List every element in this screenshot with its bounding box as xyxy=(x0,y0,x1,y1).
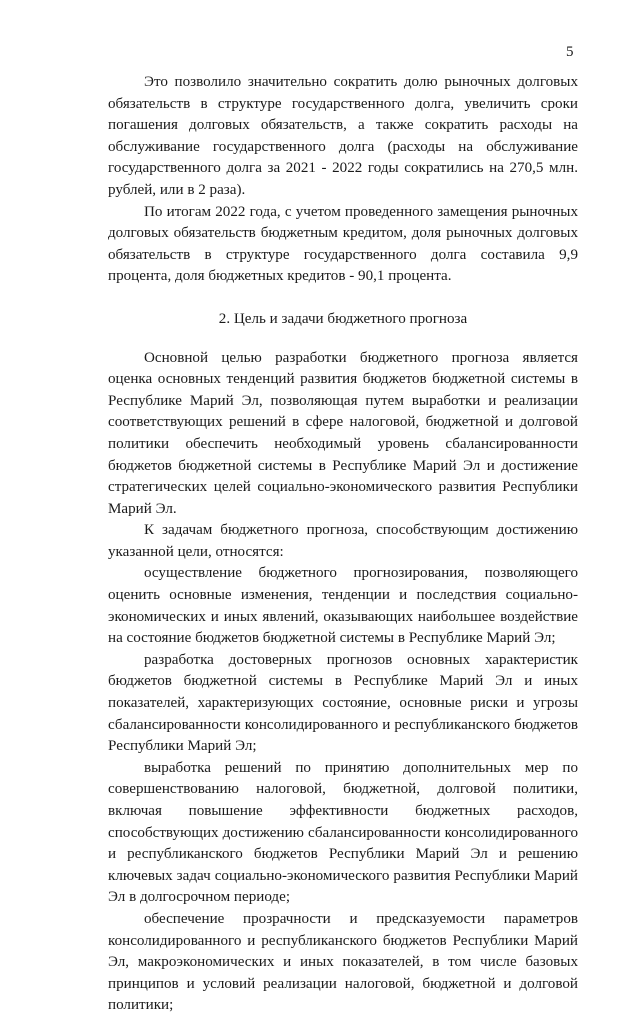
document-body xyxy=(108,72,578,1017)
paragraph-2022-results: По итогам 2022 года, с учетом проведенного замещения рыночных долговых обязательств бюджетным кредитом, доля рыночных долговых обязательств в структуре государственного долга составила 9,9 процента, доля бюджетных кредитов - 90,1 процента. xyxy=(108,203,578,285)
paragraph-debt-share-reduction: Это позволило значительно сократить долю рыночных долговых обязательств в структуре государственного долга, увеличить сроки погашения долговых обязательств, а также сократить расходы на обслуживание государственного долга (расходы на обслуживание государственного долга за 2021 - 2022 годы сократились на 270,5 млн. рублей, или в 2 раза). xyxy=(108,74,578,198)
page-number: 5 xyxy=(566,44,574,60)
list-item-reliable-forecasts: разработка достоверных прогнозов основных характеристик бюджетов бюджетной системы в Республике Марий Эл и иных показателей, характеризующих состояние, основные риски и угрозы сбалансированности консолидированного и республиканского бюджетов Республики Марий Эл; xyxy=(108,651,578,755)
list-item-transparency: обеспечение прозрачности и предсказуемости параметров консолидированного и республиканского бюджетов Республики Марий Эл, макроэкономических и иных показателей, в том числе базовых принципов и условий реализации налоговой, бюджетной и долговой политики; xyxy=(108,910,578,1014)
list-item-policy-measures: выработка решений по принятию дополнительных мер по совершенствованию налоговой, бюджетной, долговой политики, включая повышение эффективности бюджетных расходов, способствующих достижению сбалансированности консолидированного и республиканского бюджетов Республики Марий Эл и решению ключевых задач социально-экономического развития Республики Марий Эл в долгосрочном периоде; xyxy=(108,759,578,906)
list-item-forecasting: осуществление бюджетного прогнозирования, позволяющего оценить основные изменения, тенденции и последствия социально-экономических и иных явлений, оказывающих наибольшее воздействие на состояние бюджетов бюджетной системы в Республике Марий Эл; xyxy=(108,565,578,647)
paragraph-main-goal: Основной целью разработки бюджетного прогноза является оценка основных тенденций развития бюджетов бюджетной системы в Республике Марий Эл, позволяющая путем выработки и реализации соответствующих решений в сфере налоговой, бюджетной и долговой политики обеспечить необходимый уровень сбалансированности бюджетов бюджетной системы в Республике Марий Эл и достижение стратегических целей социально-экономического развития Республики Марий Эл. xyxy=(108,349,578,517)
section-heading: 2. Цель и задачи бюджетного прогноза xyxy=(218,310,468,327)
paragraph-tasks-intro: К задачам бюджетного прогноза, способствующим достижению указанной цели, относятся: xyxy=(108,522,578,560)
